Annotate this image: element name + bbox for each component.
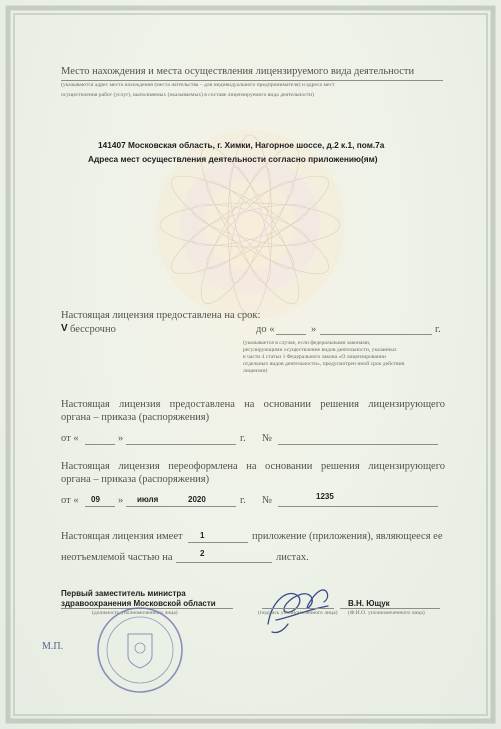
reissue-number-sign: №	[262, 495, 273, 506]
reissue-number-line	[278, 506, 438, 507]
term-indefinite: бессрочно	[70, 324, 116, 335]
grant-year-suffix: г.	[240, 433, 246, 444]
grant-number-sign: №	[262, 433, 273, 444]
signatory-position-1: Первый заместитель министра	[61, 589, 186, 598]
reissue-year-suffix: г.	[240, 495, 246, 506]
signature-note: (подпись уполномоченного лица)	[258, 610, 338, 616]
grant-mid: »	[118, 433, 124, 444]
term-year-suffix: г.	[435, 324, 441, 335]
appendix-line1-end: приложение (приложения), являющееся ее	[252, 531, 443, 542]
appendix-line2-end: листах.	[276, 552, 309, 563]
signatory-position-2: здравоохранения Московской области	[61, 599, 216, 608]
term-until-label: до «	[256, 324, 275, 335]
addresses-note: Адреса мест осуществления деятельности согласно приложению(ям)	[88, 154, 378, 164]
grant-date-line	[126, 444, 236, 445]
reissue-day: 09	[91, 495, 100, 504]
grant-line-2: органа – приказа (распоряжения)	[61, 412, 210, 423]
term-date-line	[320, 334, 432, 335]
official-seal	[68, 604, 190, 696]
reissue-mid: »	[118, 495, 124, 506]
reissue-day-line	[85, 506, 115, 507]
signatory-name: В.Н. Ющук	[348, 599, 390, 608]
term-until-mid: »	[311, 324, 317, 335]
location-heading: Место нахождения и места осуществления лицензируемого вида деятельности	[61, 66, 415, 77]
appendix-count: 1	[200, 531, 205, 540]
location-note-2: осуществления работ (услуг), выполняемых (оказываемых) в составе лицензируемого вида деятельности)	[61, 92, 315, 98]
reissue-line-2: органа – приказа (распоряжения)	[61, 474, 210, 485]
term-check-mark: V	[61, 323, 68, 334]
appendix-line2-start: неотъемлемой частью на	[61, 552, 173, 563]
grant-number-line	[278, 444, 438, 445]
appendix-sheets: 2	[200, 549, 205, 558]
reissue-month: июля	[137, 495, 159, 504]
term-note-5: лицензии)	[243, 368, 268, 374]
term-day-line	[276, 334, 306, 335]
term-note-1: (указывается в случае, если федеральными законами,	[243, 340, 371, 346]
reissue-number: 1235	[316, 492, 334, 501]
grant-from-label: от «	[61, 433, 79, 444]
term-heading: Настоящая лицензия предоставлена на срок:	[61, 310, 261, 321]
name-line	[340, 608, 440, 609]
reissue-year: 2020	[188, 495, 206, 504]
license-address: 141407 Московская область, г. Химки, Нагорное шоссе, д.2 к.1, пом.7а	[98, 140, 385, 150]
appendix-count-line	[188, 542, 248, 543]
reissue-date-line	[126, 506, 236, 507]
reissue-from-label: от «	[61, 495, 79, 506]
appendix-line1-start: Настоящая лицензия имеет	[61, 531, 183, 542]
stamp-label: М.П.	[42, 641, 64, 652]
reissue-line-1: Настоящая лицензия переоформлена на основании решения лицензирующего	[61, 461, 445, 472]
term-note-4: отдельных видов деятельности», предусмотрен иной срок действия	[243, 361, 405, 367]
term-note-3: в части 4 статьи 1 Федерального закона «О лицензировании	[243, 354, 386, 360]
term-note-2: регулирующими осуществление видов деятельности, указанных	[243, 347, 397, 353]
grant-day-line	[85, 444, 115, 445]
signature-line	[262, 608, 334, 609]
location-line	[61, 80, 443, 81]
name-note: (Ф.И.О. уполномоченного лица)	[348, 610, 425, 616]
appendix-sheets-line	[176, 562, 272, 563]
grant-line-1: Настоящая лицензия предоставлена на основании решения лицензирующего	[61, 399, 445, 410]
location-note-1: (указываются адрес места нахождения (места жительства – для индивидуального предпринимателя) и адреса мест	[61, 82, 335, 88]
position-note: (должность уполномоченного лица)	[92, 610, 178, 616]
